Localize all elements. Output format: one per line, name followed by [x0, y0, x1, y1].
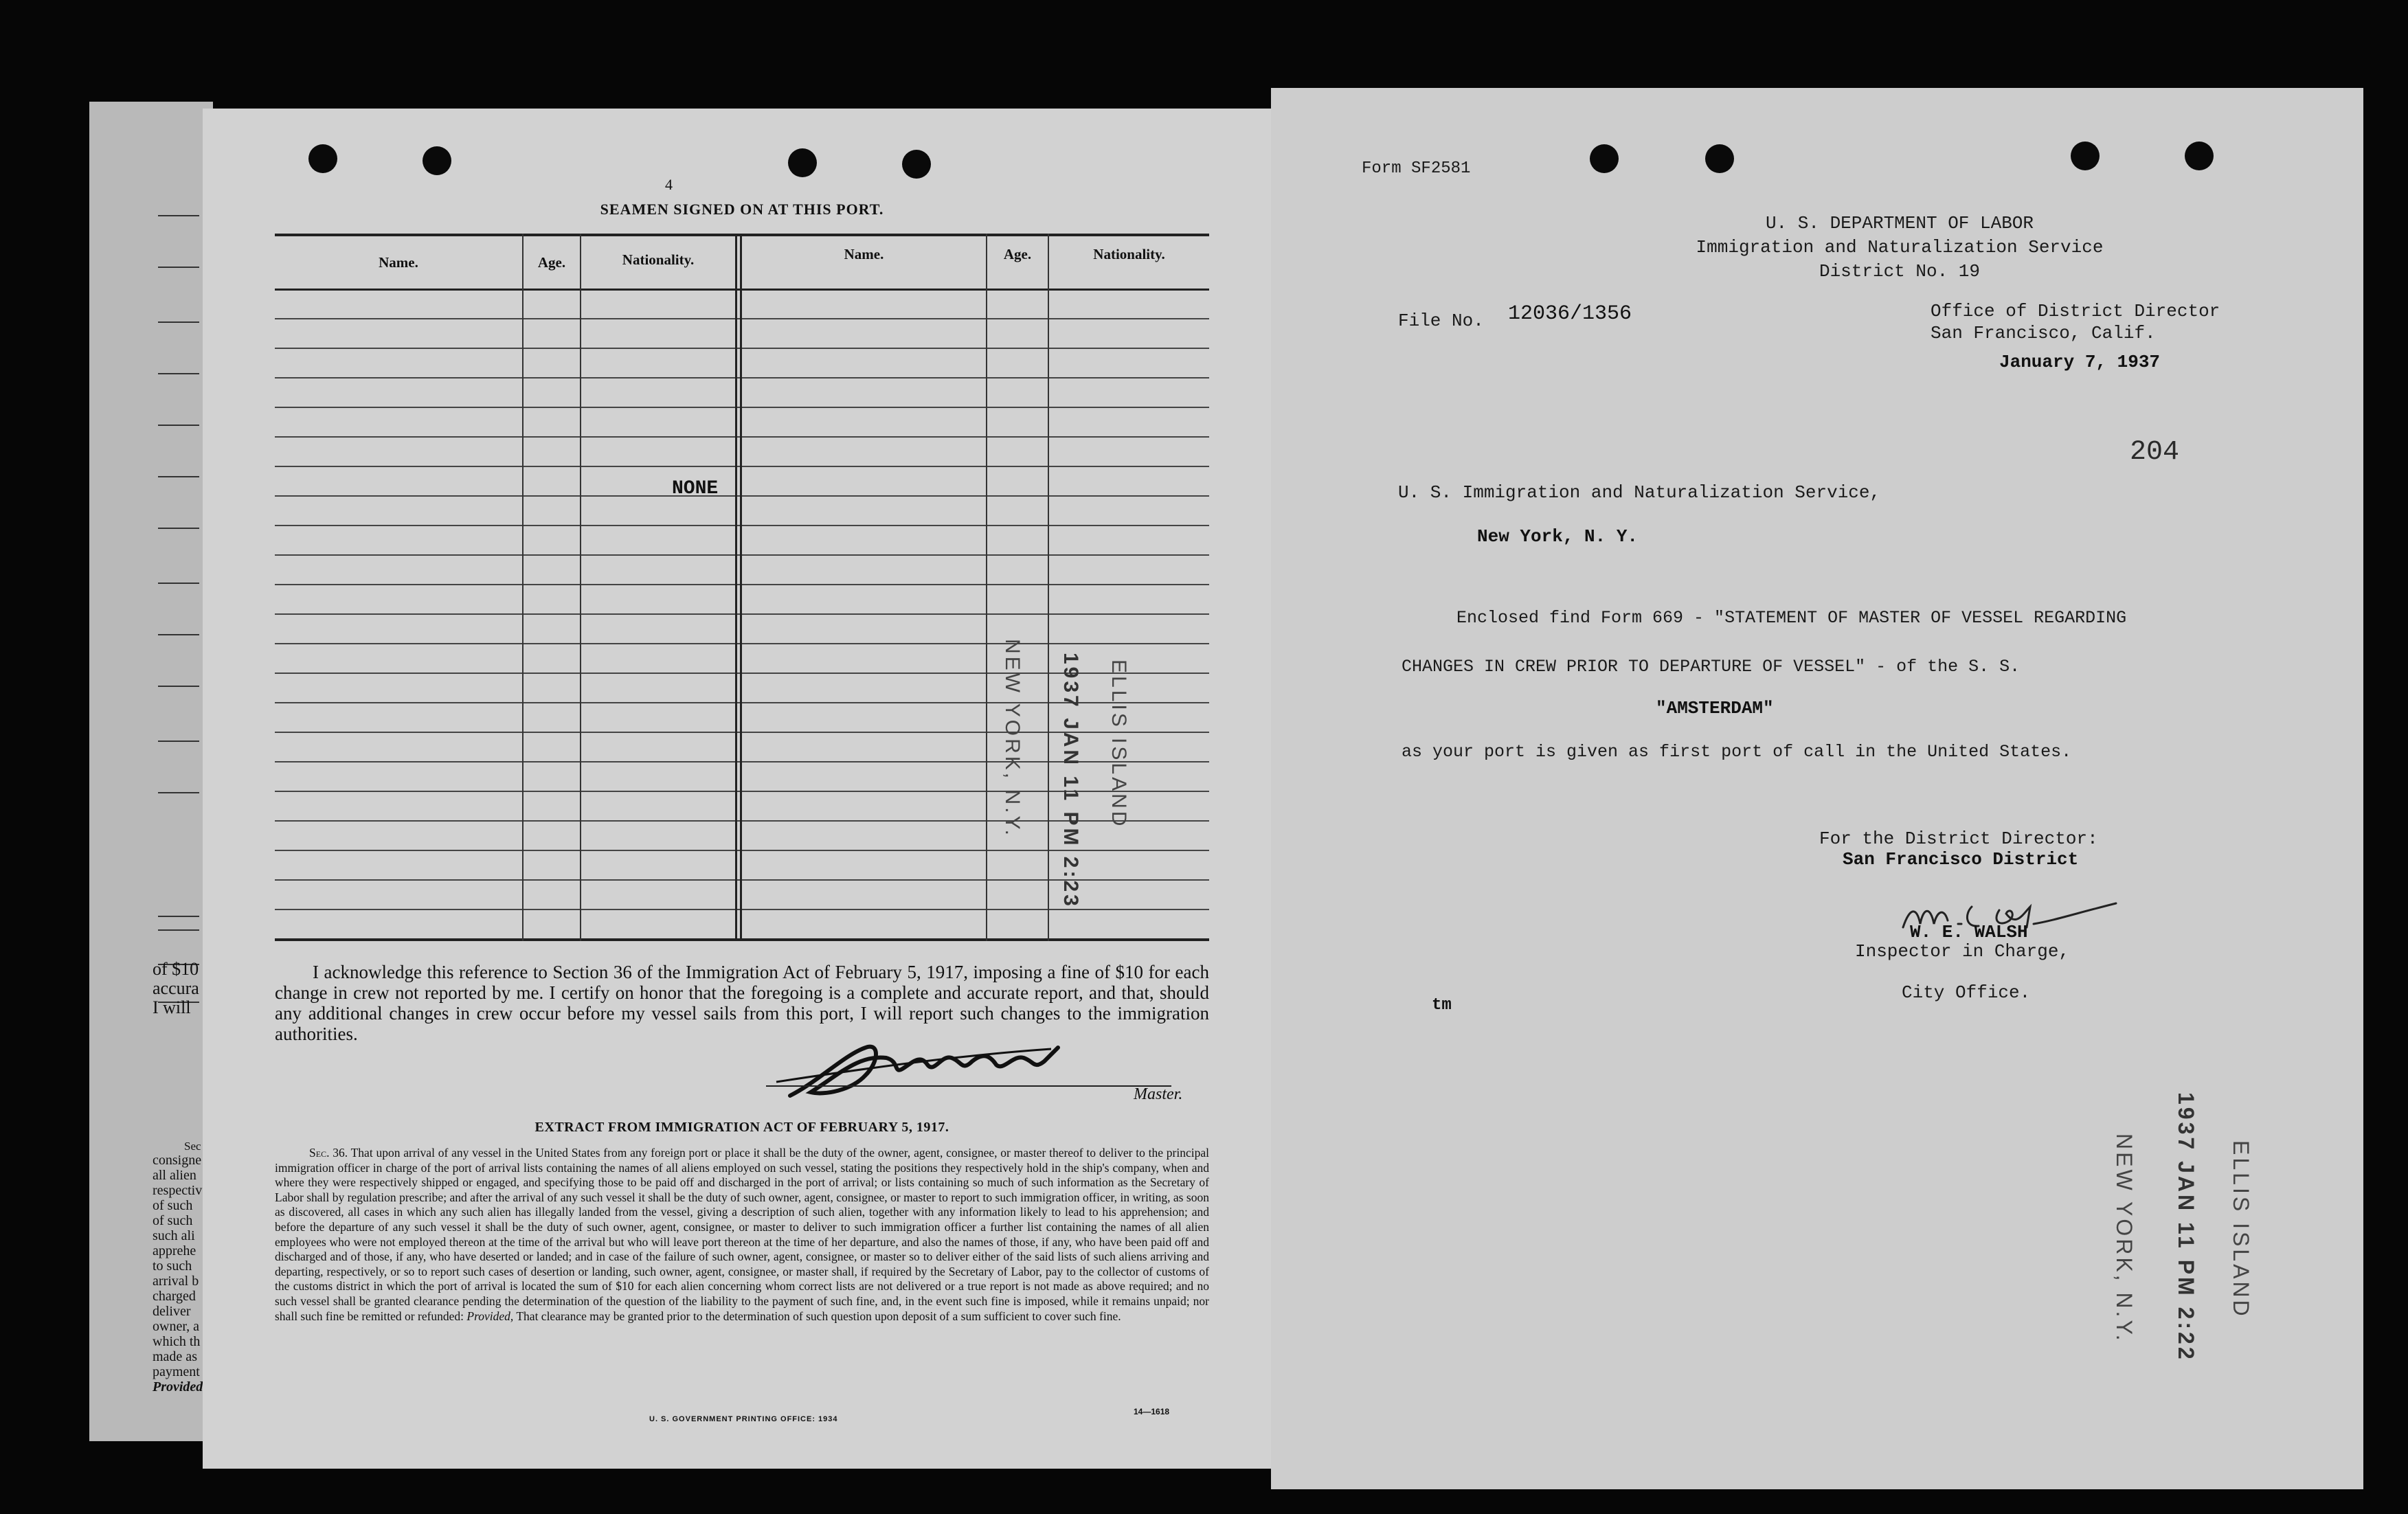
letter-date: January 7, 1937	[1999, 352, 2161, 372]
back-page-rule	[158, 583, 199, 584]
stamp-city: NEW YORK, N.Y.	[1001, 639, 1024, 838]
column-rule	[740, 234, 742, 941]
back-page-rule	[158, 929, 199, 931]
punch-hole	[2185, 142, 2214, 170]
punch-hole	[2071, 142, 2100, 170]
file-number: 12036/1356	[1508, 302, 1632, 326]
column-header: Nationality.	[622, 251, 695, 268]
table-rule	[275, 234, 1209, 236]
back-fragment: deliver	[153, 1304, 191, 1319]
back-fragment: made as	[153, 1349, 197, 1364]
table-row	[275, 613, 1209, 615]
printer-line: U. S. GOVERNMENT PRINTING OFFICE: 1934	[649, 1415, 838, 1423]
table-rule	[275, 938, 1209, 941]
master-signature	[763, 1027, 1120, 1109]
table-row	[275, 436, 1209, 438]
punch-hole	[308, 144, 337, 173]
letter-body-line: Enclosed find Form 669 - "STATEMENT OF MASTER OF VESSEL REGARDING	[1456, 608, 2127, 628]
back-page-rule	[158, 528, 199, 529]
punch-hole	[902, 150, 931, 179]
addressee-city: New York, N. Y.	[1477, 526, 1639, 547]
stamp-office: ELLIS ISLAND	[1107, 659, 1130, 829]
back-page-rule	[158, 792, 199, 793]
extract-body	[275, 1146, 1209, 1324]
back-fragment: of such	[153, 1213, 193, 1228]
extract-proviso: Provided,	[466, 1309, 514, 1323]
back-page-rule	[158, 741, 199, 742]
letter-body-line: CHANGES IN CREW PRIOR TO DEPARTURE OF VESSEL" - of the S. S.	[1402, 657, 2021, 677]
back-fragment: accura	[153, 978, 199, 998]
form-code: 14—1618	[1134, 1407, 1170, 1416]
column-header: Age.	[537, 254, 566, 271]
agency-line: District No. 19	[1819, 261, 1981, 282]
signer-name: W. E. WALSH	[1910, 922, 2028, 942]
back-fragment: arrival b	[153, 1274, 199, 1289]
stamp-date: 1937 JAN 11 PM 2:22	[2174, 1092, 2198, 1362]
table-row	[275, 909, 1209, 910]
table-row	[275, 495, 1209, 497]
signer-office: City Office.	[1902, 982, 2031, 1003]
agency-line: U. S. DEPARTMENT OF LABOR	[1765, 213, 2034, 234]
received-stamp	[958, 639, 1151, 909]
back-fragment: to such	[153, 1258, 192, 1274]
punch-hole	[1590, 144, 1619, 173]
column-header: Name.	[844, 246, 884, 262]
back-page-rule	[158, 634, 199, 635]
back-fragment: of $10	[153, 959, 199, 979]
office-line: Office of District Director	[1931, 301, 2220, 321]
column-rule	[735, 234, 737, 941]
ship-name: "AMSTERDAM"	[1656, 698, 1774, 719]
punch-hole	[788, 148, 817, 177]
table-row	[275, 377, 1209, 378]
back-fragment: Sec	[184, 1140, 201, 1153]
crew-table-heading: SEAMEN SIGNED ON AT THIS PORT.	[600, 201, 884, 218]
table-row	[275, 348, 1209, 349]
extract-section-text: That upon arrival of any vessel in the United States from any foreign port or place it shall be the duty of the owner, agent, consignee, or master thereof to deliver to the principal immigration officer in charge of the port of arrival lists containing the names of all aliens employed on such vessel, stating the positions they respectively hold in the ship's company, when and where they were respectively shipped or engaged, and specifying those to be paid off and discharged in the port of arrival; or lists containing so much of such information as the Secretary of Labor shall by regulation prescribe; and after the arrival of any such vessel it shall be the duty of such owner, agent, consignee, or master to report to such immigration officer, in writing, as soon as discovered, all cases in which any such alien has illegally landed from the vessel, giving a description of such alien, together with any information likely to lead to his apprehension; and before the departure of any such vessel it shall be the duty of such owner, agent, consignee, or master to deliver to such immigration officer a further list containing the names of all alien employees who were not employed thereon at the time of the arrival but who will leave port thereon at the time of her departure, and also the names of those, if any, who have been paid off and discharged and of those, if any, who have deserted or landed; and in case of the failure of such owner, agent, consignee, or master so to deliver either of the said lists of such aliens arriving and departing, respectively, or so to report such cases of desertion or landing, such owner, agent, consignee, or master shall, if required by the Secretary of Labor, pay to the collector of customs of the customs district in which the port of arrival is located the sum of $10 for each alien concerning whom correct lists are not delivered or a true report is not made as above required; and no such vessel shall be granted clearance pending the determination of the question of the liability to the payment of such fine, and, in the event such fine is imposed, while it remains unpaid; nor shall such fine be remitted or refunded:	[275, 1146, 1209, 1323]
punch-hole	[423, 146, 451, 175]
back-fragment: owner, a	[153, 1319, 200, 1334]
back-fragment: of such	[153, 1198, 193, 1213]
column-rule	[580, 234, 581, 941]
agency-line: Immigration and Naturalization Service	[1696, 237, 2104, 258]
back-page-rule	[158, 476, 199, 477]
table-row	[275, 643, 1209, 644]
back-fragment: consigne	[153, 1153, 202, 1168]
file-label: File No.	[1398, 310, 1484, 331]
table-row	[275, 407, 1209, 408]
master-signature-line	[766, 1085, 1171, 1087]
addressee: U. S. Immigration and Naturalization Service,	[1398, 482, 1881, 503]
stamp-office: ELLIS ISLAND	[2229, 1140, 2253, 1319]
letter-body-line: as your port is given as first port of call in the United States.	[1402, 742, 2072, 762]
back-page-rule	[158, 686, 199, 687]
signature-block-line: San Francisco District	[1843, 849, 2079, 870]
stamp-date: 1937 JAN 11 PM 2:23	[1059, 653, 1082, 909]
back-page-rule	[158, 425, 199, 426]
acknowledgment-text: I acknowledge this reference to Section 36 of the Immigration Act of February 5, 1917, imposing a fine of $10 for each change in crew not reported by me. I certify on honor that the foregoing is a complete and accurate report, and that, should any additional changes in crew occur before my vessel sails from this port, I will report such changes to the immigration authorities.	[275, 962, 1209, 1044]
back-fragment: charged	[153, 1289, 196, 1304]
stamp-city: NEW YORK, N.Y.	[2112, 1133, 2137, 1344]
back-page	[89, 102, 213, 1441]
page-number: 4	[665, 176, 673, 193]
back-fragment: apprehe	[153, 1243, 196, 1258]
back-fragment: which th	[153, 1334, 201, 1349]
back-page-rule	[158, 215, 199, 216]
back-page-rule	[158, 373, 199, 374]
signature-block-line: For the District Director:	[1819, 828, 2098, 849]
table-row	[275, 525, 1209, 526]
extract-proviso-text: That clearance may be granted prior to the determination of such question upon deposit of a sum sufficient to cover such fine.	[516, 1309, 1121, 1323]
typist-initials: tm	[1432, 996, 1452, 1015]
stamped-number: 204	[2130, 437, 2180, 468]
back-fragment: I will	[153, 997, 191, 1017]
table-row	[275, 318, 1209, 319]
none-entry: NONE	[672, 478, 719, 499]
column-header: Age.	[1003, 246, 1032, 262]
signer-title: Inspector in Charge,	[1855, 941, 2070, 962]
extract-heading: EXTRACT FROM IMMIGRATION ACT OF FEBRUARY 5, 1917.	[535, 1120, 949, 1135]
column-header: Nationality.	[1093, 246, 1165, 262]
back-page-rule	[158, 267, 199, 268]
back-fragment: respectiv	[153, 1183, 203, 1198]
form-number: Form SF2581	[1362, 159, 1471, 178]
punch-hole	[1705, 144, 1734, 173]
table-row	[275, 466, 1209, 467]
office-line: San Francisco, Calif.	[1931, 323, 2156, 343]
back-fragment: all alien	[153, 1168, 196, 1183]
column-rule	[522, 234, 524, 941]
column-header: Name.	[379, 254, 418, 271]
received-stamp	[2068, 1092, 2260, 1362]
back-page-rule	[158, 916, 199, 917]
master-label: Master.	[1134, 1085, 1183, 1103]
back-page-rule	[158, 321, 199, 323]
back-fragment: payment	[153, 1364, 200, 1379]
back-fragment: such ali	[153, 1228, 195, 1243]
extract-section-label: Sec. 36.	[309, 1146, 348, 1160]
back-fragment: Provided	[153, 1379, 203, 1394]
table-row	[275, 584, 1209, 585]
table-row	[275, 554, 1209, 556]
table-rule	[275, 289, 1209, 291]
